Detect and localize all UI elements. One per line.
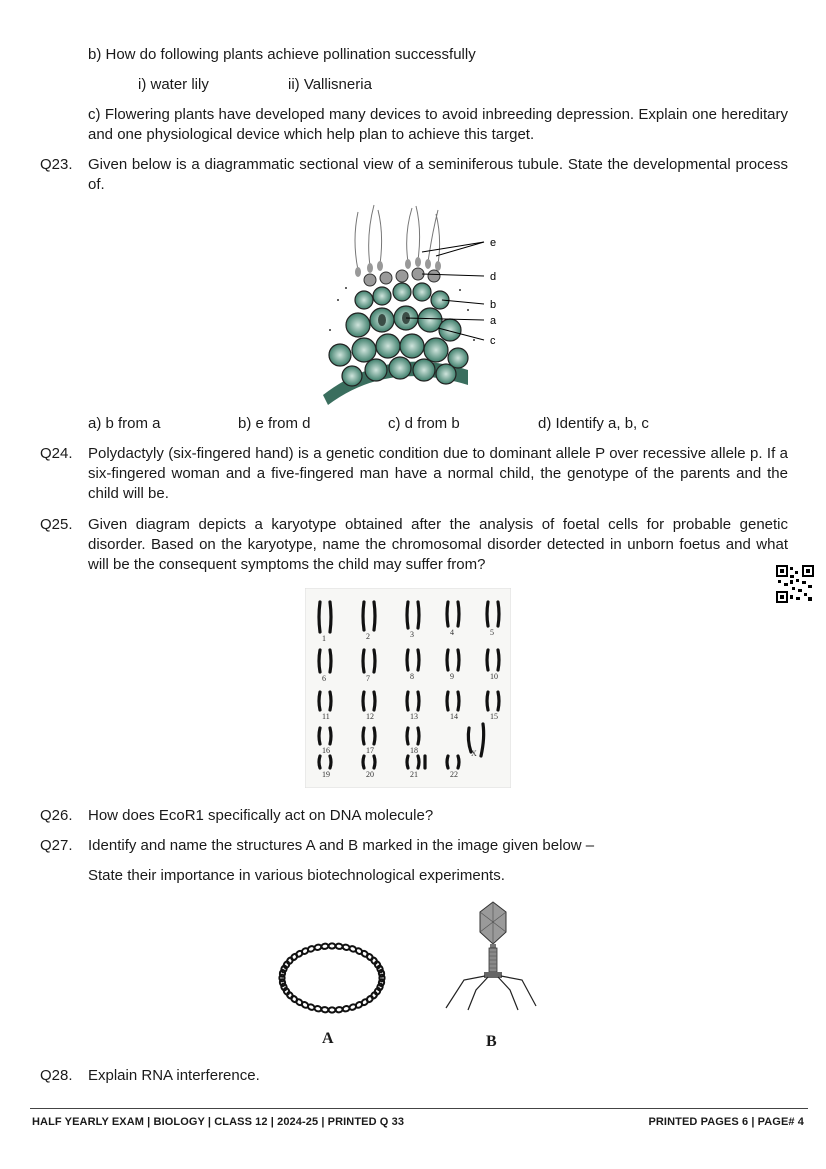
label-b: b [490,299,497,311]
q24-text: Polydactyly (six-fingered hand) is a genetic condition due to dominant allele P over recessive allele p. If a six-fingered woman and a five-fingered man have a normal child, the genotype of the parents and the child will be. [88,445,788,502]
chromosome [407,602,408,628]
karyotype-image [305,588,511,788]
chromosome [458,602,459,626]
chromosome [418,756,419,768]
chromosome [487,692,488,710]
plasmid-bead [329,1007,336,1012]
chromosome [330,602,331,632]
label-b-structure: B [486,1033,497,1050]
footer-divider [30,1108,808,1109]
chromosome [458,756,459,768]
q25-text: Given diagram depicts a karyotype obtained after the analysis of foetal cells for probable genetic disorder. Based on the karyotype, name the chromosomal disorder detected in unborn foetus and what will be the consequent symptoms the child may suffer from? [88,516,788,573]
label-a-structure: A [322,1030,334,1047]
q23-option-c: c) d from b [388,415,460,432]
chromosome [498,602,499,626]
chromosome-number: 15 [490,712,498,721]
q22-option-ii: ii) Vallisneria [288,76,372,93]
chromosome [407,692,408,710]
plasmid-bead [335,1007,342,1013]
chromosome [363,602,364,630]
label-c: c [490,335,496,347]
chromosome [487,650,488,670]
chromosome [447,692,448,710]
chromosome [330,650,331,672]
chromosome-number: 13 [410,712,418,721]
plasmid-bead [321,1007,328,1013]
q22-part-b: b) How do following plants achieve pollination successfully [88,46,476,63]
chromosome [447,602,448,626]
plasmid-bead [335,943,342,949]
plasmid-bead [329,943,336,948]
chromosome [447,650,448,670]
q28-number: Q28. [40,1067,73,1084]
chromosome-number: 12 [366,712,374,721]
chromosome [418,650,419,670]
q26-text: How does EcoR1 specifically act on DNA molecule? [88,807,434,824]
chromosome [407,728,408,744]
chromosome [407,756,408,768]
q23-option-a: a) b from a [88,415,161,432]
chromosome-number: 10 [490,672,498,681]
q25-number: Q25. [40,516,73,533]
chromosome [374,602,375,630]
chromosome-number: 20 [366,770,374,779]
q23-text: Given below is a diagrammatic sectional view of a seminiferous tubule. State the developmental process of. [88,156,788,193]
chromosome [330,756,331,768]
label-e: e [490,237,497,249]
chromosome [319,650,320,672]
label-a: a [490,315,497,327]
label-d: d [490,271,497,283]
chromosome-number: 11 [322,712,330,721]
chromosome [319,728,320,744]
q27-text: Identify and name the structures A and B marked in the image given below – [88,837,595,854]
chromosome [487,602,488,626]
chromosome [418,602,419,628]
chromosome [363,692,364,710]
chromosome [498,692,499,710]
q28-text: Explain RNA interference. [88,1067,260,1084]
seminiferous-tubule-diagram [318,200,508,405]
chromosome-number: 18 [410,746,418,755]
plasmid-a-image [275,938,390,1018]
q23-option-b: b) e from d [238,415,311,432]
chromosome [363,650,364,672]
q24-number: Q24. [40,445,73,462]
chromosome-number: 4 [450,628,454,637]
chromosome [363,756,364,768]
chromosome-number: 5 [490,628,494,637]
footer-right: PRINTED PAGES 6 | PAGE# 4 [648,1116,804,1128]
chromosome-number: 14 [450,712,458,721]
chromosome-number: 1 [322,634,326,643]
chromosome [407,650,408,670]
chromosome-number: 2 [366,632,370,641]
chromosome-number-x: X [471,749,477,758]
chromosome-number: 16 [322,746,330,755]
q23-option-d: d) Identify a, b, c [538,415,649,432]
chromosome [458,650,459,670]
qr-code-icon [776,565,814,603]
chromosome-number: 6 [322,674,326,683]
chromosome-number: 9 [450,672,454,681]
chromosome [330,728,331,744]
bacteriophage-b-image [440,898,540,1013]
chromosome-number: 17 [366,746,374,755]
chromosome [418,728,419,744]
chromosome [447,756,448,768]
chromosome [498,650,499,670]
q26-number: Q26. [40,807,73,824]
chromosome [374,650,375,672]
chromosome-number: 21 [410,770,418,779]
q27-text-2: State their importance in various biotechnological experiments. [88,867,505,884]
plasmid-bead [321,943,328,949]
chromosome-number: 19 [322,770,330,779]
chromosome [319,602,320,632]
footer-left: HALF YEARLY EXAM | BIOLOGY | CLASS 12 | 2024-25 | PRINTED Q 33 [32,1116,405,1128]
chromosome [319,692,320,710]
chromosome-number: 8 [410,672,414,681]
chromosome [374,728,375,744]
q22-part-c: c) Flowering plants have developed many devices to avoid inbreeding depression. Explain one hereditary and one physiological device which help plan to achieve this target. [88,106,788,143]
q27-number: Q27. [40,837,73,854]
chromosome [374,756,375,768]
chromosome-number: 3 [410,630,414,639]
chromosome [458,692,459,710]
chromosome-number: 22 [450,770,458,779]
chromosome-number: 7 [366,674,370,683]
q23-number: Q23. [40,156,73,173]
plasmid-bead [378,970,384,977]
chromosome [319,756,320,768]
chromosome [363,728,364,744]
q22-option-i: i) water lily [138,76,209,93]
chromosome [374,692,375,710]
chromosome [330,692,331,710]
chromosome [418,692,419,710]
